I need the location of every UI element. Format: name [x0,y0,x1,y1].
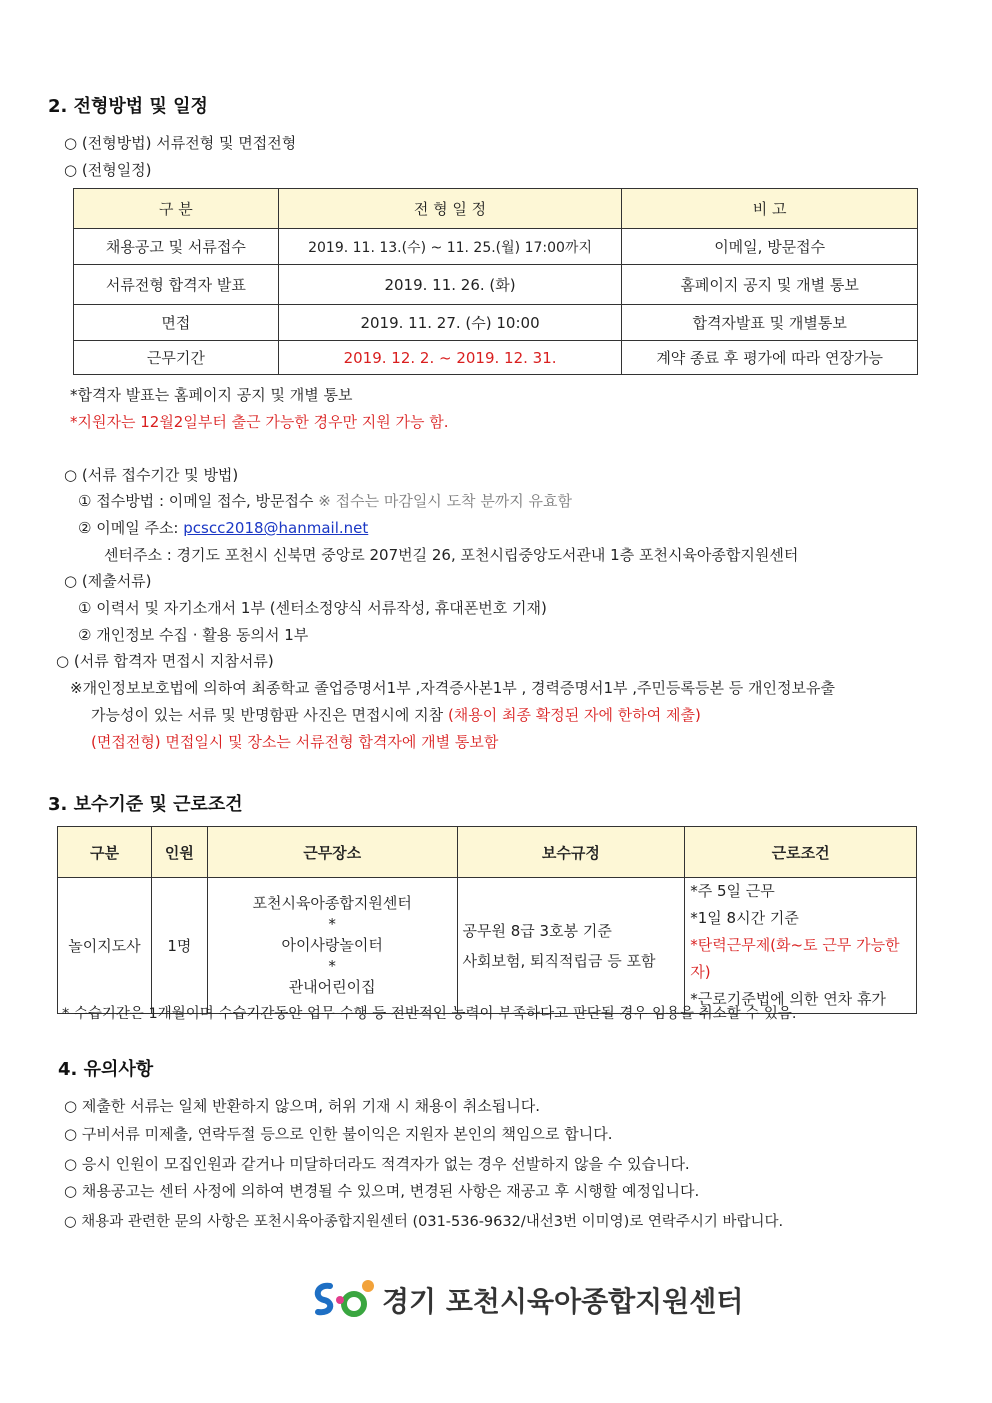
receipt-method-text: ① 접수방법 : 이메일 접수, 방문접수 [78,492,314,510]
receipt-method-note: ※ 접수는 마감일시 도착 분까지 유효함 [318,492,573,510]
org-name: 경기 포천시육아종합지원센터 [382,1285,744,1318]
table-cell: 합격자발표 및 개별통보 [622,305,918,341]
place-item: * [328,915,336,933]
table-cell: 면접 [74,305,279,341]
receipt-title: ○ (서류 접수기간 및 방법) [64,466,239,484]
list-item: ○ 응시 인원이 모집인원과 같거나 미달하더라도 적격자가 없는 경우 선발하지 않을 수 있습니다. [64,1155,690,1173]
section2-title: 2. 전형방법 및 일정 [48,96,208,117]
table-header: 구분 [58,827,152,878]
table-cell: 2019. 12. 2. ~ 2019. 12. 31. [278,341,622,375]
pay-table [57,826,917,1014]
condition-item: *주 5일 근무 [690,882,775,900]
place-item: 아이사랑놀이터 [281,936,383,954]
table-header: 구 분 [74,189,279,229]
docs-title: ○ (제출서류) [64,572,152,590]
table-cell: 2019. 11. 27. (수) 10:00 [278,305,622,341]
conditions-cell [685,878,917,1014]
table-cell: 2019. 11. 13.(수) ~ 11. 25.(월) 17:00까지 [278,229,622,265]
interview-docs-title: ○ (서류 합격자 면접시 지참서류) [56,652,274,670]
list-item: ○ 채용과 관련한 문의 사항은 포천시육아종합지원센터 (031-536-9632/내선3번 이미영)로 연락주시기 바랍니다. [64,1214,784,1230]
note-announcement: *합격자 발표는 홈페이지 공지 및 개별 통보 [70,386,353,404]
pay-cell [457,878,685,1014]
table-header: 비 고 [622,189,918,229]
schedule-label: ○ (전형일정) [64,161,152,179]
docs-item-2: ② 개인정보 수집 · 활용 동의서 1부 [78,626,309,644]
table-cell: 2019. 11. 26. (화) [278,265,622,305]
table-header: 근로조건 [685,827,917,878]
docs-item-1: ① 이력서 및 자기소개서 1부 (센터소정양식 서류작성, 휴대폰번호 기재) [78,599,547,617]
place-item: * [328,957,336,975]
list-item: ○ 채용공고는 센터 사정에 의하여 변경될 수 있으며, 변경된 사항은 재공고 후 시행할 예정입니다. [64,1182,700,1200]
table-row [74,229,918,265]
interview-docs-line1: ※개인정보보호법에 의하여 최종학교 졸업증명서1부 ,자격증사본1부 , 경력증명서1부 ,주민등록등본 등 개인정보유출 [70,679,835,697]
table-cell: 채용공고 및 서류접수 [74,229,279,265]
place-item: 포천시육아종합지원센터 [252,894,412,912]
email-label: ② 이메일 주소: [78,519,179,537]
count-cell: 1명 [151,878,207,1014]
table-cell: 근무기간 [74,341,279,375]
interview-docs-line2 [91,704,701,725]
interview-docs-text: 가능성이 있는 서류 및 반명함판 사진은 면접시에 지참 [91,706,444,724]
table-cell: 홈페이지 공지 및 개별 통보 [622,265,918,305]
note-start-date: *지원자는 12월2일부터 출근 가능한 경우만 지원 가능 함. [70,413,449,431]
table-row [58,878,917,1014]
condition-item: *1일 8시간 기준 [690,909,799,927]
table-row [74,305,918,341]
table-row [74,265,918,305]
table-cell: 서류전형 합격자 발표 [74,265,279,305]
table-cell: 계약 종료 후 평가에 따라 연장가능 [622,341,918,375]
list-item: ○ 구비서류 미제출, 연락두절 등으로 인한 불이익은 지원자 본인의 책임으로 합니다. [64,1125,613,1143]
pay-item: 사회보험, 퇴직적립금 등 포함 [462,951,656,970]
interview-docs-line3: (면접전형) 면접일시 및 장소는 서류전형 합격자에 개별 통보함 [91,733,499,751]
table-header: 인원 [151,827,207,878]
section4-title: 4. 유의사항 [58,1059,154,1080]
interview-docs-red: (채용이 최종 확정된 자에 한하여 제출) [447,706,701,724]
receipt-email [78,517,368,538]
pay-item: 공무원 8급 3호봉 기준 [462,921,612,940]
table-row [74,341,918,375]
receipt-method [78,490,572,511]
place-item: 관내어린이집 [288,978,376,996]
table-header: 근무장소 [207,827,457,878]
condition-item: *근로기준법에 의한 연차 휴가 [690,990,886,1008]
email-link[interactable]: pcscc2018@hanmail.net [183,519,369,537]
schedule-table [73,188,918,375]
table-cell: 이메일, 방문접수 [622,229,918,265]
position-cell: 놀이지도사 [58,878,152,1014]
condition-item: *탄력근무제(화~토 근무 가능한자) [690,936,900,981]
list-item: ○ 제출한 서류는 일체 반환하지 않으며, 허위 기재 시 채용이 취소됩니다. [64,1097,541,1115]
logo-icon [310,1272,378,1322]
table-header: 보수규정 [457,827,685,878]
section3-title: 3. 보수기준 및 근로조건 [48,794,243,815]
table-header: 전 형 일 정 [278,189,622,229]
method-line: ○ (전형방법) 서류전형 및 면접전형 [64,134,297,152]
probation-note: * 수습기간은 1개월이며 수습기간동안 업무 수행 등 전반적인 능력이 부족하다고 판단될 경우 임용을 취소할 수 있음. [62,1006,797,1022]
center-address: 센터주소 : 경기도 포천시 신북면 중앙로 207번길 26, 포천시립중앙도서관내 1층 포천시육아종합지원센터 [104,546,799,564]
places-cell [207,878,457,1014]
